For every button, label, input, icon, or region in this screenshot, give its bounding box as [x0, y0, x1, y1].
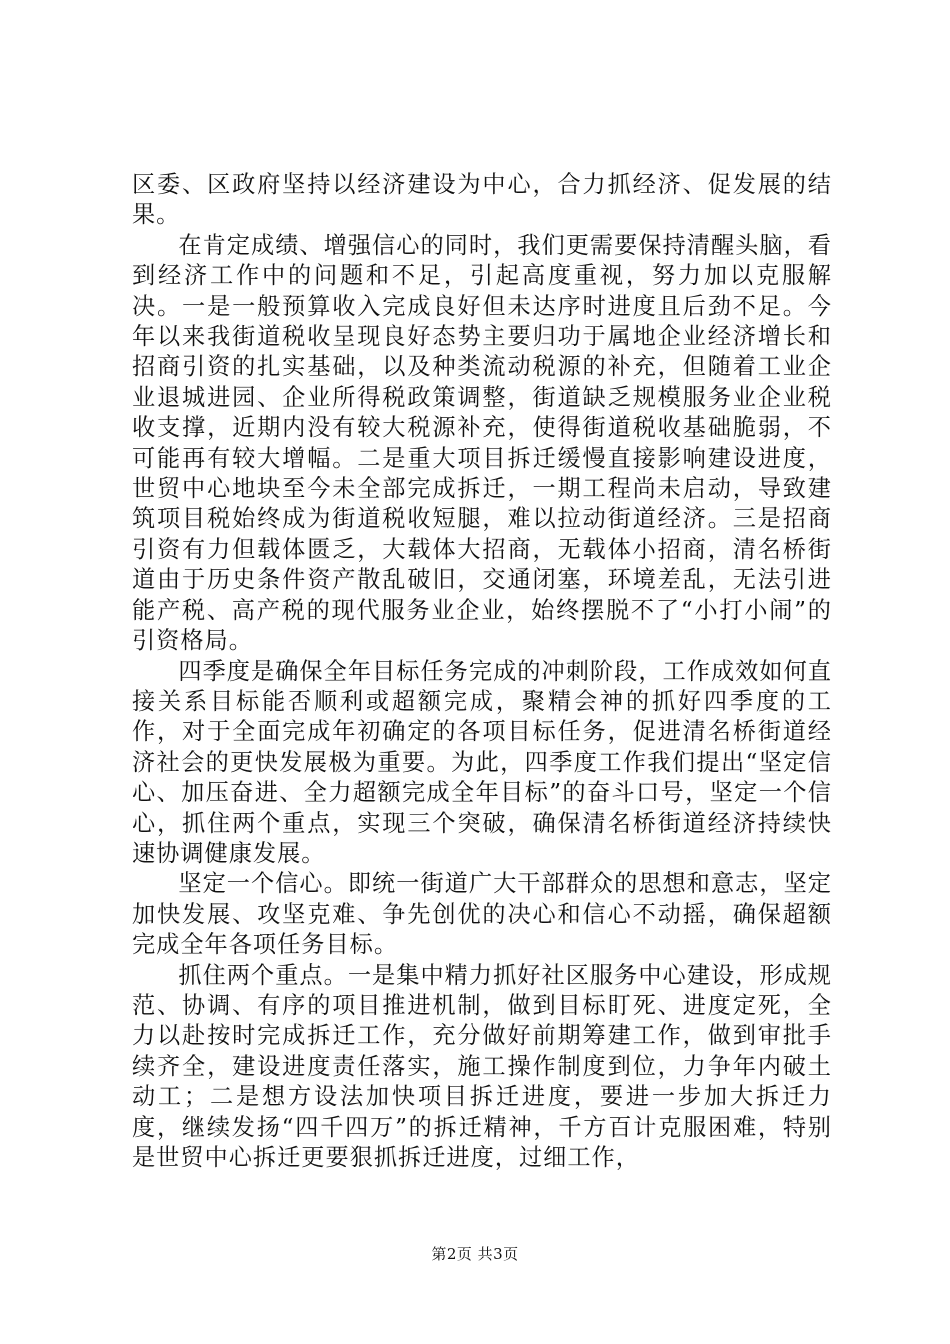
paragraph-fourth-quarter: 四季度是确保全年目标任务完成的冲刺阶段，工作成效如何直接关系目标能否顺利或超额完成，聚精会神的抓好四季度的工作，对于全面完成年初确定的各项目标任务，促进清名桥街道经济社会的更快发展极为重要。为此，四季度工作我们提出“坚定信心、加压奋进、全力超额完成全年目标”的奋斗口号，坚定一个信心，抓住两个重点，实现三个突破，确保清名桥街道经济持续快速协调健康发展。 [132, 657, 832, 867]
page-number-footer: 第2页 共3页 [431, 1245, 519, 1263]
paragraph-two-priorities: 抓住两个重点。一是集中精力抓好社区服务中心建设，形成规范、协调、有序的项目推进机制，做到目标盯死、进度定死，全力以赴按时完成拆迁工作，充分做好前期筹建工作，做到审批手续齐全，建设进度责任落实，施工操作制度到位，力争年内破土动工；二是想方设法加快项目拆迁进度，要进一步加大拆迁力度，继续发扬“四千四万”的拆迁精神，千方百计克服困难，特别是世贸中心拆迁更要狠抓拆迁进度，过细工作， [132, 961, 832, 1171]
document-body [132, 170, 832, 1173]
paragraph-problems: 在肯定成绩、增强信心的同时，我们更需要保持清醒头脑，看到经济工作中的问题和不足，引起高度重视，努力加以克服解决。一是一般预算收入完成良好但未达序时进度且后劲不足。今年以来我街道税收呈现良好态势主要归功于属地企业经济增长和招商引资的扎实基础，以及种类流动税源的补充，但随着工业企业退城进园、企业所得税政策调整，街道缺乏规模服务业企业税收支撑，近期内没有较大税源补充，使得街道税收基础脆弱，不可能再有较大增幅。二是重大项目拆迁缓慢直接影响建设进度，世贸中心地块至今未全部完成拆迁，一期工程尚未启动，导致建筑项目税始终成为街道税收短腿，难以拉动街道经济。三是招商引资有力但载体匮乏，大载体大招商，无载体小招商，清名桥街道由于历史条件资产散乱破旧，交通闭塞，环境差乱，无法引进能产税、高产税的现代服务业企业，始终摆脱不了“小打小闹”的引资格局。 [132, 231, 832, 655]
paragraph-one-confidence: 坚定一个信心。即统一街道广大干部群众的思想和意志，坚定加快发展、攻坚克难、争先创优的决心和信心不动摇，确保超额完成全年各项任务目标。 [132, 870, 832, 959]
paragraph-continued: 区委、区政府坚持以经济建设为中心，合力抓经济、促发展的结果。 [132, 171, 832, 229]
